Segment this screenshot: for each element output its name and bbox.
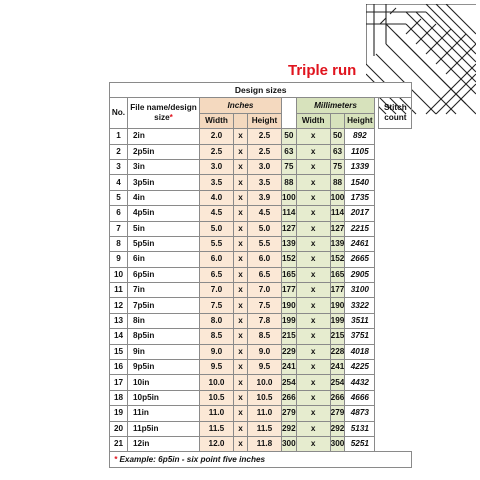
row-number: 16	[110, 360, 128, 375]
row-height-mm: 279	[330, 406, 345, 421]
row-file-name: 4p5in	[128, 206, 200, 221]
row-times-in: x	[234, 175, 248, 190]
row-number: 4	[110, 175, 128, 190]
row-height-mm: 63	[330, 144, 345, 159]
row-height-in: 3.9	[248, 190, 282, 205]
row-stitch-count: 4225	[345, 360, 375, 375]
row-height-mm: 88	[330, 175, 345, 190]
table-row	[110, 129, 412, 144]
row-height-mm: 114	[330, 206, 345, 221]
row-height-in: 7.8	[248, 313, 282, 328]
row-times-in: x	[234, 190, 248, 205]
row-number: 3	[110, 159, 128, 174]
row-number: 15	[110, 344, 128, 359]
table-row	[110, 360, 412, 375]
row-times-mm: x	[296, 375, 330, 390]
row-height-in: 8.5	[248, 329, 282, 344]
col-header-height-in: Height	[248, 113, 282, 128]
row-file-name: 3in	[128, 159, 200, 174]
row-stitch-count: 3322	[345, 298, 375, 313]
table-row	[110, 283, 412, 298]
row-file-name: 8in	[128, 313, 200, 328]
design-sizes-table	[109, 82, 412, 468]
row-width-in: 11.0	[200, 406, 234, 421]
table-row	[110, 298, 412, 313]
row-times-in: x	[234, 390, 248, 405]
row-times-in: x	[234, 252, 248, 267]
row-number: 14	[110, 329, 128, 344]
row-height-in: 6.5	[248, 267, 282, 282]
row-width-mm: 215	[282, 329, 297, 344]
row-number: 21	[110, 436, 128, 451]
row-times-mm: x	[296, 267, 330, 282]
row-width-mm: 114	[282, 206, 297, 221]
row-height-mm: 254	[330, 375, 345, 390]
row-times-mm: x	[296, 283, 330, 298]
col-header-file-name	[128, 98, 200, 129]
row-height-mm: 75	[330, 159, 345, 174]
row-width-in: 9.0	[200, 344, 234, 359]
row-times-in: x	[234, 421, 248, 436]
row-stitch-count: 1339	[345, 159, 375, 174]
row-times-mm: x	[296, 298, 330, 313]
row-times-in: x	[234, 360, 248, 375]
table-row	[110, 190, 412, 205]
row-times-mm: x	[296, 390, 330, 405]
row-height-in: 6.0	[248, 252, 282, 267]
row-width-mm: 63	[282, 144, 297, 159]
table-caption: Design sizes	[110, 83, 412, 98]
row-width-in: 10.0	[200, 375, 234, 390]
row-times-in: x	[234, 298, 248, 313]
row-height-in: 3.5	[248, 175, 282, 190]
table-row	[110, 375, 412, 390]
col-header-spacer	[234, 113, 248, 128]
row-stitch-count: 2905	[345, 267, 375, 282]
row-width-mm: 241	[282, 360, 297, 375]
row-number: 13	[110, 313, 128, 328]
row-times-in: x	[234, 129, 248, 144]
table-row	[110, 406, 412, 421]
row-number: 6	[110, 206, 128, 221]
row-times-in: x	[234, 375, 248, 390]
row-height-mm: 215	[330, 329, 345, 344]
row-width-mm: 300	[282, 436, 297, 451]
row-times-mm: x	[296, 206, 330, 221]
row-stitch-count: 1105	[345, 144, 375, 159]
table-row	[110, 344, 412, 359]
row-file-name: 2in	[128, 129, 200, 144]
row-file-name: 5in	[128, 221, 200, 236]
row-file-name: 6in	[128, 252, 200, 267]
footnote	[110, 452, 412, 467]
row-height-mm: 152	[330, 252, 345, 267]
table-row	[110, 236, 412, 251]
col-header-no: No.	[110, 98, 128, 129]
row-height-mm: 266	[330, 390, 345, 405]
row-width-mm: 88	[282, 175, 297, 190]
row-times-in: x	[234, 283, 248, 298]
row-height-in: 9.0	[248, 344, 282, 359]
row-stitch-count: 2461	[345, 236, 375, 251]
row-height-in: 10.0	[248, 375, 282, 390]
row-number: 11	[110, 283, 128, 298]
row-height-mm: 292	[330, 421, 345, 436]
row-height-in: 7.5	[248, 298, 282, 313]
row-height-in: 4.5	[248, 206, 282, 221]
col-header-stitch-line1: Stitch	[383, 103, 407, 113]
col-header-file-name-line1: File name/design	[130, 103, 197, 113]
row-stitch-count: 1735	[345, 190, 375, 205]
row-width-mm: 165	[282, 267, 297, 282]
row-height-in: 2.5	[248, 144, 282, 159]
row-height-mm: 190	[330, 298, 345, 313]
row-height-mm: 100	[330, 190, 345, 205]
row-stitch-count: 3511	[345, 313, 375, 328]
row-height-mm: 228	[330, 344, 345, 359]
row-width-in: 5.0	[200, 221, 234, 236]
row-width-mm: 266	[282, 390, 297, 405]
row-times-mm: x	[296, 421, 330, 436]
row-times-mm: x	[296, 252, 330, 267]
row-stitch-count: 892	[345, 129, 375, 144]
table-row	[110, 436, 412, 451]
column-gap	[282, 98, 297, 129]
row-width-in: 9.5	[200, 360, 234, 375]
row-times-in: x	[234, 344, 248, 359]
col-header-width-mm: Width	[296, 113, 330, 128]
row-number: 9	[110, 252, 128, 267]
row-stitch-count: 3100	[345, 283, 375, 298]
row-width-in: 3.0	[200, 159, 234, 174]
row-stitch-count: 4666	[345, 390, 375, 405]
row-times-mm: x	[296, 313, 330, 328]
row-times-in: x	[234, 221, 248, 236]
row-height-mm: 241	[330, 360, 345, 375]
row-number: 20	[110, 421, 128, 436]
row-file-name: 7p5in	[128, 298, 200, 313]
row-width-in: 7.0	[200, 283, 234, 298]
row-file-name: 5p5in	[128, 236, 200, 251]
row-width-in: 12.0	[200, 436, 234, 451]
footnote-star: *	[114, 454, 118, 464]
row-stitch-count: 4873	[345, 406, 375, 421]
col-header-height-mm: Height	[345, 113, 375, 128]
row-width-in: 7.5	[200, 298, 234, 313]
row-number: 2	[110, 144, 128, 159]
row-width-mm: 100	[282, 190, 297, 205]
footnote-text: Example: 6p5in - six point five inches	[119, 454, 266, 464]
row-times-mm: x	[296, 190, 330, 205]
page-title: Triple run	[288, 62, 357, 79]
row-times-in: x	[234, 236, 248, 251]
row-width-in: 8.0	[200, 313, 234, 328]
row-number: 7	[110, 221, 128, 236]
col-header-spacer	[330, 113, 345, 128]
row-width-mm: 50	[282, 129, 297, 144]
row-height-in: 9.5	[248, 360, 282, 375]
row-times-mm: x	[296, 159, 330, 174]
row-number: 1	[110, 129, 128, 144]
row-width-mm: 139	[282, 236, 297, 251]
row-number: 19	[110, 406, 128, 421]
row-times-in: x	[234, 313, 248, 328]
col-header-stitch-count	[379, 98, 412, 129]
row-file-name: 11p5in	[128, 421, 200, 436]
row-stitch-count: 1540	[345, 175, 375, 190]
row-width-in: 6.0	[200, 252, 234, 267]
row-width-mm: 279	[282, 406, 297, 421]
col-header-stitch-line2: count	[384, 113, 407, 123]
row-width-mm: 177	[282, 283, 297, 298]
row-file-name: 9in	[128, 344, 200, 359]
footnote-marker: *	[169, 113, 173, 123]
row-times-mm: x	[296, 221, 330, 236]
row-width-in: 2.5	[200, 144, 234, 159]
row-width-mm: 190	[282, 298, 297, 313]
row-width-in: 3.5	[200, 175, 234, 190]
row-file-name: 11in	[128, 406, 200, 421]
row-stitch-count: 2665	[345, 252, 375, 267]
row-file-name: 12in	[128, 436, 200, 451]
row-width-mm: 127	[282, 221, 297, 236]
row-stitch-count: 5251	[345, 436, 375, 451]
col-header-width-in: Width	[200, 113, 234, 128]
row-height-in: 11.8	[248, 436, 282, 451]
row-number: 10	[110, 267, 128, 282]
table-row	[110, 267, 412, 282]
row-height-mm: 177	[330, 283, 345, 298]
row-width-mm: 199	[282, 313, 297, 328]
row-height-in: 5.5	[248, 236, 282, 251]
row-times-in: x	[234, 406, 248, 421]
row-width-in: 4.5	[200, 206, 234, 221]
row-file-name: 8p5in	[128, 329, 200, 344]
table-row	[110, 159, 412, 174]
table-row	[110, 329, 412, 344]
table-row	[110, 206, 412, 221]
row-number: 5	[110, 190, 128, 205]
table-row	[110, 175, 412, 190]
row-width-in: 6.5	[200, 267, 234, 282]
row-times-in: x	[234, 144, 248, 159]
table-row	[110, 252, 412, 267]
row-stitch-count: 3751	[345, 329, 375, 344]
row-times-in: x	[234, 329, 248, 344]
row-times-in: x	[234, 159, 248, 174]
row-width-mm: 292	[282, 421, 297, 436]
table-row	[110, 221, 412, 236]
row-number: 8	[110, 236, 128, 251]
row-file-name: 2p5in	[128, 144, 200, 159]
row-file-name: 6p5in	[128, 267, 200, 282]
row-number: 18	[110, 390, 128, 405]
row-stitch-count: 2215	[345, 221, 375, 236]
row-width-mm: 229	[282, 344, 297, 359]
row-times-mm: x	[296, 406, 330, 421]
row-width-in: 4.0	[200, 190, 234, 205]
row-times-mm: x	[296, 344, 330, 359]
row-width-mm: 75	[282, 159, 297, 174]
row-width-in: 2.0	[200, 129, 234, 144]
table-row	[110, 144, 412, 159]
row-height-in: 11.5	[248, 421, 282, 436]
row-times-mm: x	[296, 236, 330, 251]
row-file-name: 10p5in	[128, 390, 200, 405]
row-file-name: 9p5in	[128, 360, 200, 375]
row-height-mm: 300	[330, 436, 345, 451]
row-height-mm: 165	[330, 267, 345, 282]
table-row	[110, 313, 412, 328]
row-height-mm: 199	[330, 313, 345, 328]
row-height-in: 7.0	[248, 283, 282, 298]
row-file-name: 7in	[128, 283, 200, 298]
row-stitch-count: 4432	[345, 375, 375, 390]
row-times-mm: x	[296, 360, 330, 375]
row-number: 12	[110, 298, 128, 313]
row-width-in: 8.5	[200, 329, 234, 344]
row-height-in: 10.5	[248, 390, 282, 405]
row-stitch-count: 5131	[345, 421, 375, 436]
group-header-inches: Inches	[200, 98, 282, 113]
row-height-in: 5.0	[248, 221, 282, 236]
group-header-millimeters: Millimeters	[296, 98, 375, 113]
row-times-mm: x	[296, 144, 330, 159]
row-height-in: 2.5	[248, 129, 282, 144]
row-number: 17	[110, 375, 128, 390]
row-stitch-count: 2017	[345, 206, 375, 221]
row-times-in: x	[234, 436, 248, 451]
row-width-in: 5.5	[200, 236, 234, 251]
row-times-mm: x	[296, 129, 330, 144]
row-times-in: x	[234, 206, 248, 221]
row-file-name: 3p5in	[128, 175, 200, 190]
row-file-name: 10in	[128, 375, 200, 390]
row-times-mm: x	[296, 175, 330, 190]
row-stitch-count: 4018	[345, 344, 375, 359]
col-header-file-name-line2: size	[154, 113, 170, 123]
table-row	[110, 390, 412, 405]
row-file-name: 4in	[128, 190, 200, 205]
row-width-mm: 152	[282, 252, 297, 267]
row-width-in: 10.5	[200, 390, 234, 405]
row-times-mm: x	[296, 436, 330, 451]
row-width-in: 11.5	[200, 421, 234, 436]
row-height-mm: 127	[330, 221, 345, 236]
row-times-in: x	[234, 267, 248, 282]
row-times-mm: x	[296, 329, 330, 344]
row-height-in: 3.0	[248, 159, 282, 174]
row-height-in: 11.0	[248, 406, 282, 421]
row-height-mm: 139	[330, 236, 345, 251]
row-width-mm: 254	[282, 375, 297, 390]
row-height-mm: 50	[330, 129, 345, 144]
table-row	[110, 421, 412, 436]
